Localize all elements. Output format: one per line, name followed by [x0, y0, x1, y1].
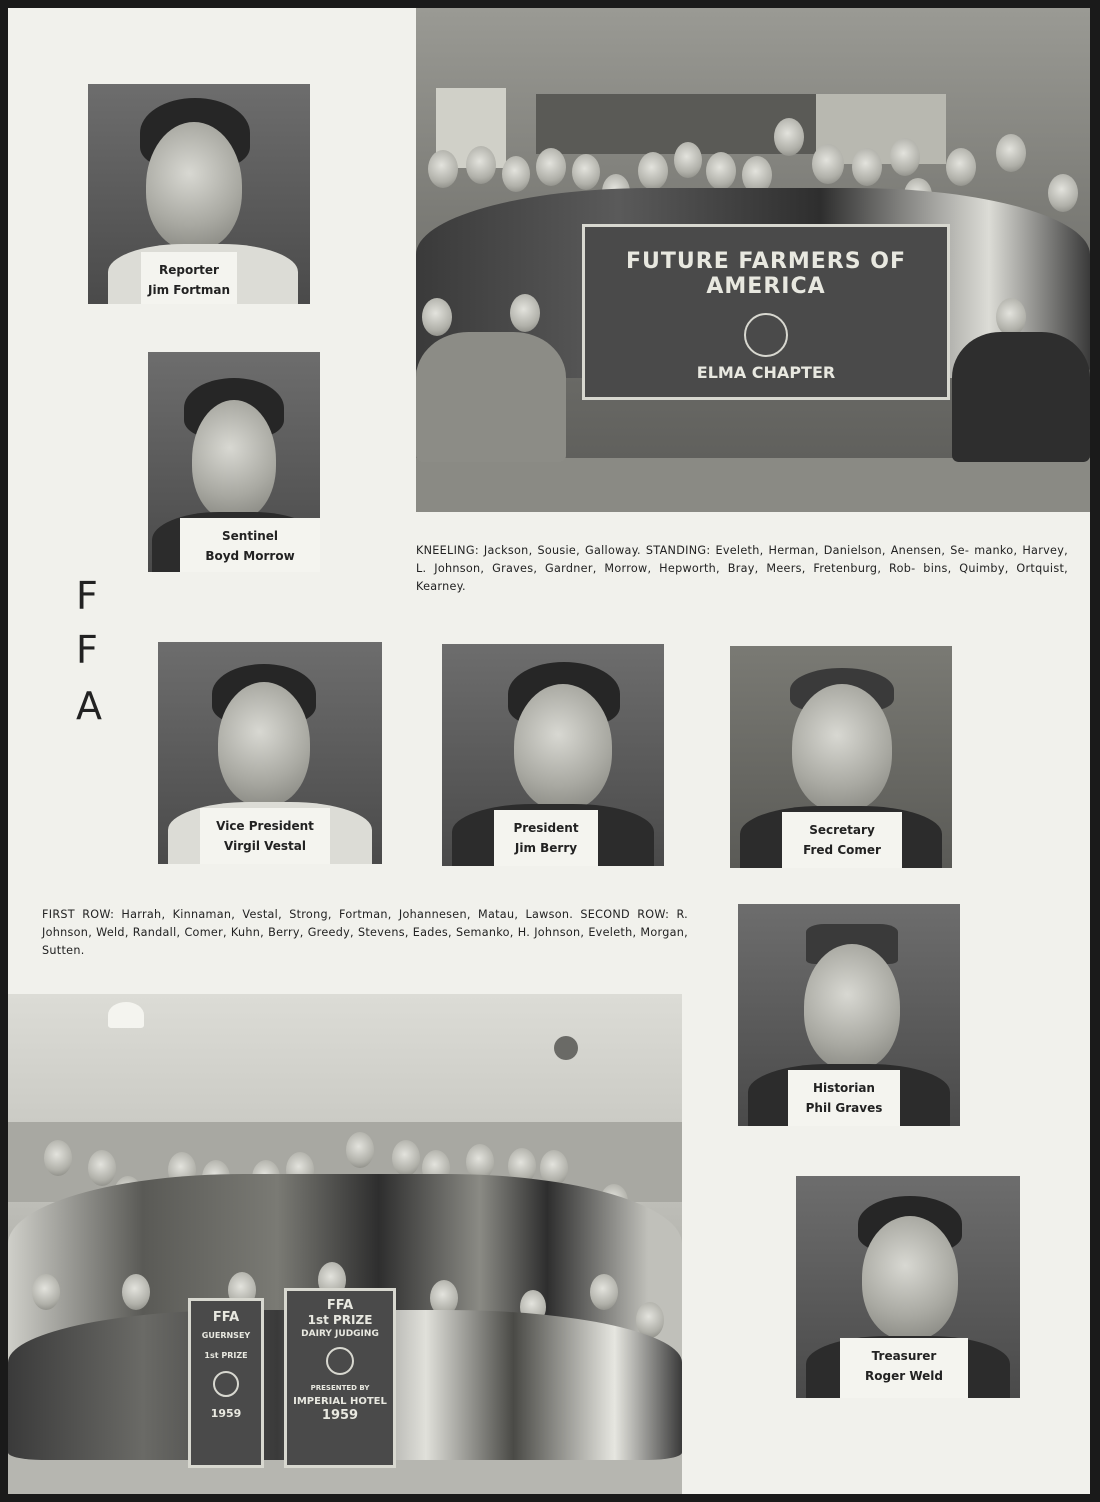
officer-name: Virgil Vestal: [224, 839, 306, 853]
emblem-icon: [744, 313, 788, 357]
caption-bottom-group: FIRST ROW: Harrah, Kinnaman, Vestal, Strong, Fortman, Johannesen, Matau, Lawson. SECOND ROW: R. Johnson, Weld, Randall, Comer, Kuhn, Berry, Greedy, Stevens, Eades, Semanko, H. Johnson, Eveleth, Morgan, Sutten.: [42, 908, 688, 957]
section-letter-f2: F: [76, 628, 98, 672]
banner-title: FUTURE FARMERS OF AMERICA: [626, 249, 906, 299]
caption-secretary: [782, 812, 902, 868]
wall-clock: [554, 1036, 578, 1060]
pennant-line: 1st PRIZE: [204, 1351, 248, 1360]
caption-treasurer: [840, 1338, 968, 1398]
officer-title: Secretary: [809, 823, 875, 837]
officer-name: Jim Fortman: [147, 283, 230, 297]
group-photo-elma-chapter: [416, 8, 1090, 512]
pennant-guernsey: [188, 1298, 264, 1468]
officer-title: Sentinel: [222, 529, 278, 543]
pennant-line: FFA: [326, 1298, 354, 1313]
pennant-line: GUERNSEY: [201, 1331, 251, 1340]
section-letter-a: A: [76, 684, 102, 728]
section-letter-f1: F: [76, 574, 98, 618]
officer-name: Boyd Morrow: [205, 549, 295, 563]
pennant-line: DAIRY JUDGING: [301, 1329, 379, 1339]
pennant-line: PRESENTED BY: [310, 1384, 370, 1392]
ceiling-light: [108, 1002, 144, 1028]
caption-reporter: [141, 252, 237, 304]
pennant-line: 1959: [321, 1408, 359, 1423]
pennant-line: 1st PRIZE: [307, 1313, 373, 1327]
emblem-icon: [213, 1371, 239, 1397]
caption-vice-president: [200, 808, 330, 864]
officer-name: Jim Berry: [514, 841, 578, 855]
officer-title: Reporter: [159, 263, 219, 277]
group-photo-dairy-judging: [8, 994, 682, 1494]
officer-title: Historian: [813, 1081, 875, 1095]
officer-name: Phil Graves: [805, 1101, 883, 1115]
officer-name: Fred Comer: [803, 843, 881, 857]
caption-historian: [788, 1070, 900, 1126]
caption-top-group: KNEELING: Jackson, Sousie, Galloway. STANDING: Eveleth, Herman, Danielson, Anensen, Se- manko, Harvey, L. Johnson, Graves, Gardner, Morrow, Hepworth, Bray, Meers, Fretenburg, Rob- bins, Quimby, Ortquist, Kearney.: [416, 544, 1068, 593]
pennant-line: FFA: [212, 1310, 240, 1325]
banner-chapter: ELMA CHAPTER: [696, 363, 836, 382]
officer-title: President: [513, 821, 579, 835]
officer-title: Vice President: [216, 819, 314, 833]
pennant-line: 1959: [210, 1407, 242, 1420]
banner-future-farmers: [582, 224, 950, 400]
caption-sentinel: [180, 518, 320, 572]
emblem-icon: [326, 1347, 354, 1375]
pennant-line: IMPERIAL HOTEL: [293, 1396, 387, 1407]
officer-title: Treasurer: [871, 1349, 937, 1363]
officer-name: Roger Weld: [865, 1369, 943, 1383]
yearbook-page: [8, 8, 1090, 1494]
caption-president: [494, 810, 598, 866]
pennant-dairy-judging: [284, 1288, 396, 1468]
